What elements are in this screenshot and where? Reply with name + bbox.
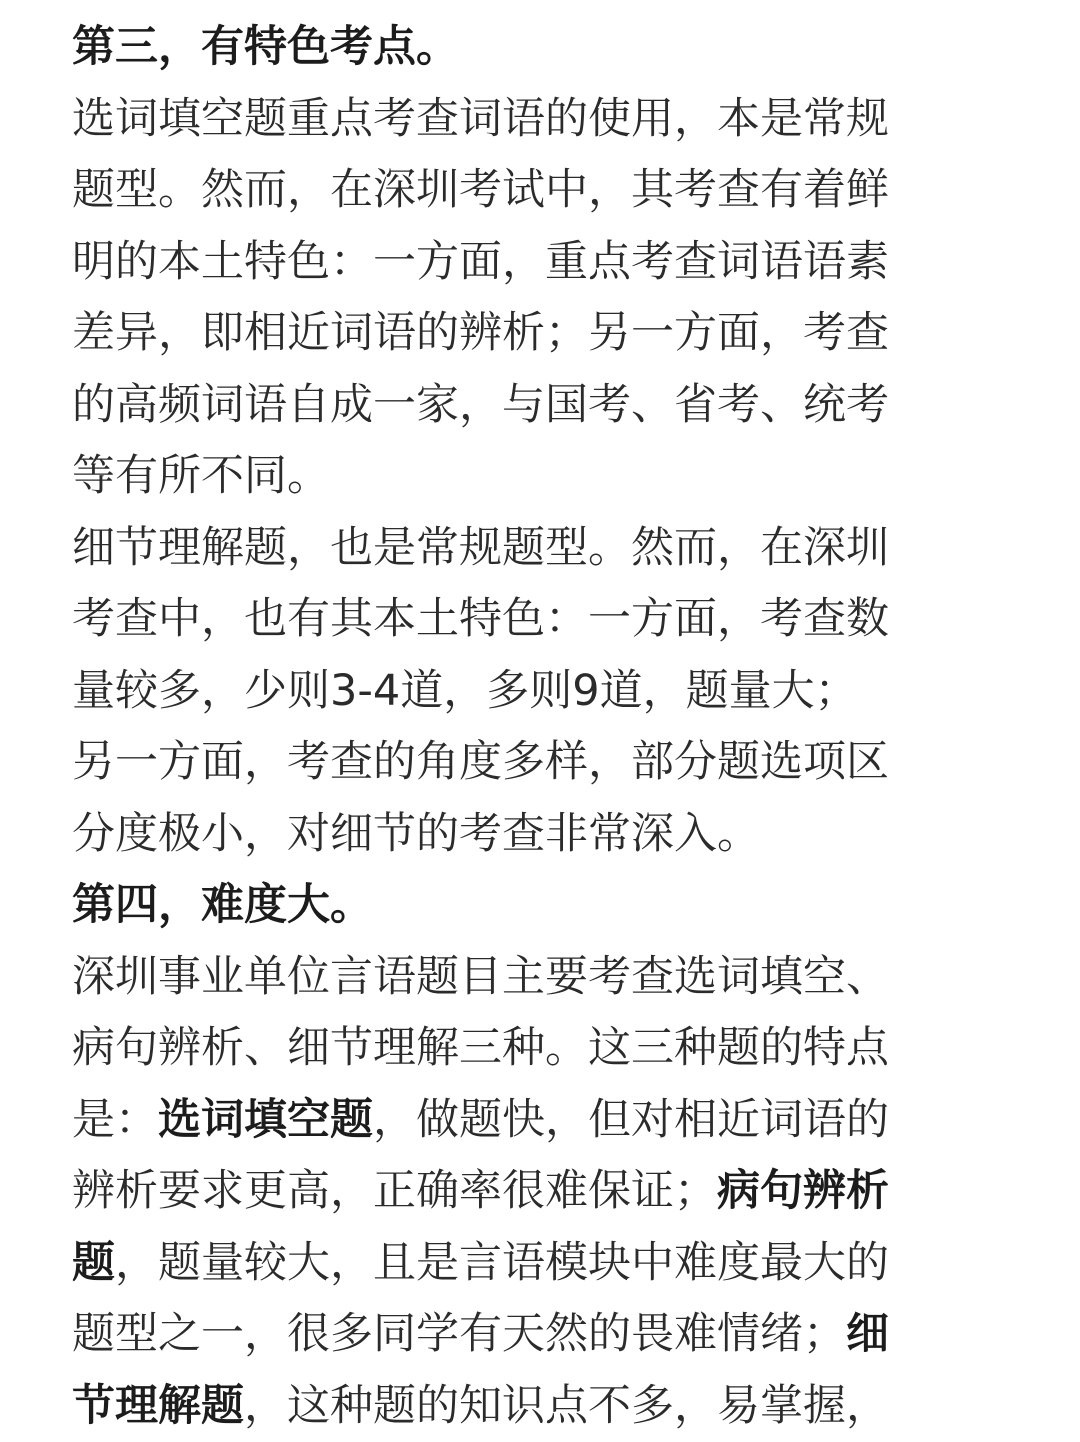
bold-term: 选词填空题 — [158, 1095, 373, 1145]
paragraph-line: 明的本土特色：一方面，重点考查词语语素 — [72, 227, 1002, 299]
paragraph-line — [72, 1156, 1002, 1228]
text-segment: 辨析要求更高，正确率很难保证； — [72, 1166, 717, 1216]
paragraph-line: 差异，即相近词语的辨析；另一方面，考查 — [72, 298, 1002, 370]
paragraph-line: 等有所不同。 — [72, 441, 1002, 513]
paragraph-line: 细节理解题，也是常规题型。然而，在深圳 — [72, 513, 1002, 585]
paragraph-line — [72, 1085, 1002, 1157]
text-segment: ，这种题的知识点不多，易掌握， — [244, 1381, 889, 1431]
paragraph-line: 深圳事业单位言语题目主要考查选词填空、 — [72, 942, 1002, 1014]
paragraph-line: 分度极小，对细节的考查非常深入。 — [72, 799, 1002, 871]
paragraph-line: 病句辨析、细节理解三种。这三种题的特点 — [72, 1013, 1002, 1085]
bold-term: 节理解题 — [72, 1381, 244, 1431]
paragraph-line: 题型。然而，在深圳考试中，其考查有着鲜 — [72, 155, 1002, 227]
paragraph-line — [72, 1371, 1002, 1442]
article-body — [72, 12, 1002, 1442]
text-segment: 题型之一，很多同学有天然的畏难情绪； — [72, 1309, 846, 1359]
bold-term: 细 — [846, 1309, 889, 1359]
section-4-heading: 第四，难度大。 — [72, 870, 1002, 942]
paragraph-line: 量较多，少则3-4道，多则9道，题量大； — [72, 656, 1002, 728]
paragraph-line: 另一方面，考查的角度多样，部分题选项区 — [72, 727, 1002, 799]
text-segment: ，题量较大，且是言语模块中难度最大的 — [115, 1238, 889, 1288]
section-3-heading: 第三，有特色考点。 — [72, 12, 1002, 84]
paragraph-line: 的高频词语自成一家，与国考、省考、统考 — [72, 370, 1002, 442]
text-segment: 是： — [72, 1095, 158, 1145]
paragraph-line — [72, 1299, 1002, 1371]
text-segment: ，做题快，但对相近词语的 — [373, 1095, 889, 1145]
bold-term: 病句辨析 — [717, 1166, 889, 1216]
paragraph-line — [72, 1228, 1002, 1300]
paragraph-line: 选词填空题重点考查词语的使用，本是常规 — [72, 84, 1002, 156]
bold-term: 题 — [72, 1238, 115, 1288]
paragraph-line: 考查中，也有其本土特色：一方面，考查数 — [72, 584, 1002, 656]
